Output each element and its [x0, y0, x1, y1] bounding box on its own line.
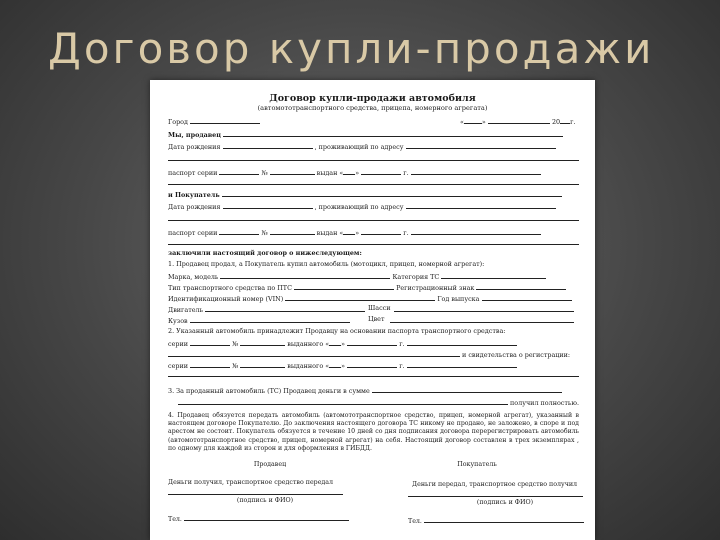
pts-issued-label: выданного «: [287, 340, 330, 348]
cert-number-field: [240, 361, 285, 368]
buyer-passport-line-2: [168, 244, 579, 245]
year-prefix: 20: [551, 118, 561, 126]
reg-cert-line: [168, 350, 579, 358]
seller-number-sign: №: [261, 169, 268, 177]
year-made-label: Год выпуска: [437, 295, 480, 303]
buyer-label: и Покупатель: [168, 191, 220, 199]
buyer-phone-field: [424, 516, 584, 523]
buyer-issued-month-field: [361, 228, 401, 235]
color-field: [390, 316, 574, 323]
pts-issued-by-field: [407, 339, 517, 346]
seller-birth-field: [223, 142, 313, 149]
reg-cert-label: и свидетельства о регистрации:: [462, 351, 571, 359]
seller-address-field: [406, 142, 556, 149]
pts-number-sign: №: [232, 340, 239, 348]
sum-received-line: [168, 398, 579, 406]
pts-number-field: [240, 339, 285, 346]
sum-words-field: [178, 398, 508, 405]
seller-passport-line-2: [168, 184, 579, 185]
seller-passport-series-field: [219, 168, 259, 175]
seller-phone-label: Тел.: [168, 516, 182, 523]
category-label: Категория ТС: [392, 273, 440, 281]
make-model-line: [168, 272, 579, 280]
seller-money-label: Деньги получил, транспортное средство передал: [168, 479, 334, 486]
seller-signature-caption: (подпись и ФИО): [236, 497, 294, 504]
cert-line: [168, 361, 579, 369]
contract-document: [150, 80, 595, 540]
clause-3: [168, 386, 579, 394]
buyer-issued-day-field: [343, 228, 355, 235]
buyer-line: [168, 190, 579, 198]
seller-residing-label: , проживающий по адресу: [314, 143, 404, 151]
cert-line-2: [168, 376, 579, 377]
buyer-birth-field: [223, 202, 313, 209]
concluded-line: заключили настоящий договор о нижеследующем:: [168, 249, 362, 257]
seller-issued-day-field: [343, 168, 355, 175]
seller-issued-close: »: [355, 169, 360, 177]
city-field: [190, 117, 260, 124]
buyer-signature-caption: (подпись и ФИО): [476, 499, 534, 506]
buyer-issued-close: »: [355, 229, 360, 237]
date-quote-close: »: [481, 118, 486, 126]
buyer-name-field: [222, 190, 562, 197]
chassis-label: Шасси: [368, 304, 391, 312]
year-made-field: [482, 294, 572, 301]
body-line: [168, 316, 579, 324]
buyer-year-short: г.: [403, 229, 409, 237]
make-model-field: [220, 272, 390, 279]
seller-signature-line: [168, 494, 343, 495]
vehicle-type-field: [294, 283, 394, 290]
city-date-line: [168, 117, 579, 125]
slide-title: Договор купли-продажи: [48, 24, 655, 73]
buyer-phone-label: Тел.: [408, 518, 422, 525]
vin-line: [168, 294, 579, 302]
cert-issued-label: выданного «: [287, 362, 330, 370]
buyer-birth-label: Дата рождения: [168, 203, 221, 211]
engine-line: [168, 305, 579, 313]
cert-issued-close: »: [341, 362, 346, 370]
clause-1: 1. Продавец продал, а Покупатель купил автомобиль (мотоцикл, прицеп, номерной агрегат):: [168, 260, 485, 268]
year-suffix: г.: [570, 118, 576, 126]
seller-phone-field: [184, 514, 349, 521]
buyer-address-line-2: [168, 220, 579, 221]
seller-phone-line: [168, 514, 349, 523]
seller-issued-by-field: [411, 168, 541, 175]
year-field: [560, 117, 570, 124]
buyer-money-label: Деньги передал, транспортное средство получил: [412, 481, 578, 488]
buyer-phone-line: [408, 516, 584, 525]
cert-issued-day-field: [329, 361, 341, 368]
body-label: Кузов: [168, 317, 188, 325]
vehicle-type-line: [168, 283, 579, 291]
pts-line: [168, 339, 579, 347]
chassis-field: [394, 305, 574, 312]
clause-3-text: 3. За проданный автомобиль (ТС) Продавец деньги в сумме: [168, 387, 370, 395]
cert-series-field: [190, 361, 230, 368]
seller-year-short: г.: [403, 169, 409, 177]
seller-passport-label: паспорт серии: [168, 169, 218, 177]
vin-label: Идентификационный номер (VIN): [168, 295, 284, 303]
month-field: [488, 117, 550, 124]
pts-year-short: г.: [399, 340, 405, 348]
seller-address-line-2: [168, 160, 579, 161]
reg-sign-label: Регистрационный знак: [396, 284, 475, 292]
seller-name-field: [223, 130, 563, 137]
sum-field: [372, 386, 562, 393]
category-field: [441, 272, 546, 279]
document-title: Договор купли-продажи автомобиля: [269, 93, 476, 104]
make-model-label: Марка, модель: [168, 273, 219, 281]
cert-year-short: г.: [399, 362, 405, 370]
buyer-issued-label: выдан «: [316, 229, 344, 237]
buyer-birth-line: [168, 202, 579, 210]
buyer-passport-label: паспорт серии: [168, 229, 218, 237]
reg-sign-field: [476, 283, 566, 290]
clause-2: 2. Указанный автомобиль принадлежит Продавцу на основании паспорта транспортного средства:: [168, 327, 506, 335]
engine-field: [205, 305, 365, 312]
date-quote-open: «: [460, 118, 464, 126]
seller-line: [168, 130, 579, 138]
reg-cert-owner-field: [168, 350, 460, 357]
pts-series-label: серии: [168, 340, 188, 348]
buyer-passport-series-field: [219, 228, 259, 235]
pts-issued-close: »: [341, 340, 346, 348]
buyer-passport-number-field: [270, 228, 315, 235]
buyer-issued-by-field: [411, 228, 541, 235]
pts-issued-month-field: [347, 339, 397, 346]
seller-birth-label: Дата рождения: [168, 143, 221, 151]
seller-issued-month-field: [361, 168, 401, 175]
day-field: [464, 117, 482, 124]
cert-series-label: серии: [168, 362, 188, 370]
received-fully-label: получил полностью.: [510, 399, 579, 407]
buyer-heading: Покупатель: [457, 461, 497, 468]
cert-number-sign: №: [232, 362, 239, 370]
vin-field: [285, 294, 435, 301]
seller-passport-line: [168, 168, 579, 176]
document-subtitle: (автомототранспортного средства, прицепа, номерного агрегата): [257, 104, 488, 112]
clause-4: 4. Продавец обязуется передать автомобиль (автомототранспортное средство, прицеп, номерной агрегат), указанный в настоящем договоре Покупателю. До заключения настоящего договора ТС никому не продано, не заложено, в споре и под арестом не состоит. Покупатель обязуется в течение 10 дней со дня подписания договора перерегистрировать автомобиль (автомототранспортное средство, прицеп, номерной агрегат) на себя. Настоящий договор составлен в трех экземплярах , по одному для каждой из сторон и для оформления в ГИБДД.: [168, 412, 579, 452]
vehicle-type-label: Тип транспортного средства по ПТС: [168, 284, 292, 292]
seller-birth-line: [168, 142, 579, 150]
color-label: Цвет: [368, 315, 385, 323]
cert-issued-by-field: [407, 361, 517, 368]
buyer-address-field: [406, 202, 556, 209]
pts-issued-day-field: [329, 339, 341, 346]
seller-issued-label: выдан «: [316, 169, 344, 177]
seller-heading: Продавец: [253, 461, 287, 468]
buyer-residing-label: , проживающий по адресу: [314, 203, 404, 211]
buyer-number-sign: №: [261, 229, 268, 237]
buyer-passport-line: [168, 228, 579, 236]
buyer-signature-line: [408, 496, 583, 497]
pts-series-field: [190, 339, 230, 346]
city-label: Город: [168, 118, 188, 126]
cert-issued-month-field: [347, 361, 397, 368]
engine-label: Двигатель: [168, 306, 204, 314]
body-field: [190, 316, 350, 323]
seller-label: Мы, продавец: [168, 131, 221, 139]
seller-passport-number-field: [270, 168, 315, 175]
